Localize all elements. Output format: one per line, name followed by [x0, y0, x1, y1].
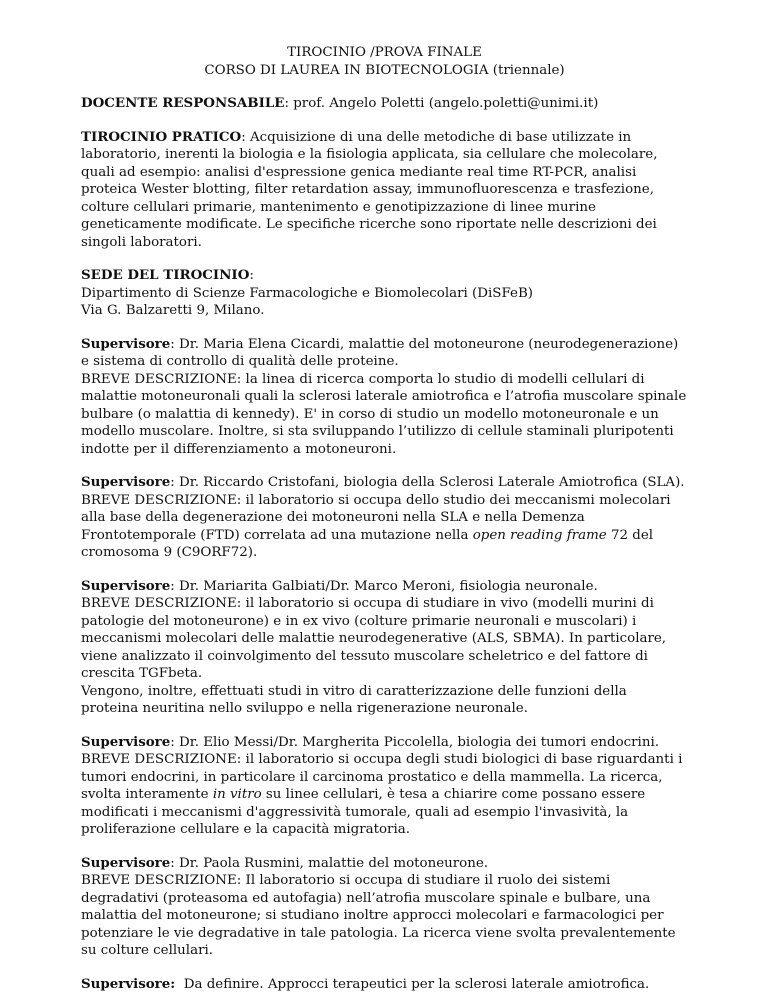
supervisor-galbiati-meroni	[81, 578, 688, 718]
supervisor-description: BREVE DESCRIZIONE: la linea di ricerca comporta lo studio di modelli cellulari di malattie motoneuronali quali la sclerosi laterale amiotrofica e l’atrofia muscolare spinale bulbare (o malattia di kennedy). E' in corso di studio un modello motoneuronale e un modello muscolare. Inoltre, si sta sviluppando l’utilizzo di cellule staminali pluripotenti indotte per il differenziamento a motoneuroni.	[81, 371, 687, 457]
supervisor-da-definire	[81, 976, 688, 994]
supervisor-description: BREVE DESCRIZIONE: il laboratorio si occupa dello studio dei meccanismi molecolari alla base della degenerazione dei motoneuroni nella SLA e nella Demenza Frontotemporale (FTD) correlata ad una mutazione nella	[81, 492, 671, 543]
tirocinio-label: TIROCINIO PRATICO	[81, 128, 242, 145]
supervisor-heading: : Dr. Paola Rusmini, malattie del motoneurone.	[170, 855, 489, 871]
supervisor-rusmini	[81, 855, 688, 960]
supervisor-description-italic: open reading frame	[472, 527, 607, 543]
docente-paragraph	[81, 95, 688, 113]
supervisor-cicardi	[81, 336, 688, 459]
supervisor-cristofani	[81, 474, 688, 562]
supervisor-label: Supervisore	[81, 733, 171, 750]
supervisor-heading: : Dr. Mariarita Galbiati/Dr. Marco Meroni, fisiologia neuronale.	[170, 578, 598, 594]
supervisor-label: Supervisore	[81, 335, 171, 352]
sede-paragraph	[81, 267, 688, 320]
supervisor-heading: Da definire. Approcci terapeutici per la sclerosi laterale amiotrofica.	[175, 976, 650, 992]
header-line-2: CORSO DI LAUREA IN BIOTECNOLOGIA (triennale)	[204, 62, 565, 78]
docente-value: : prof. Angelo Poletti (angelo.poletti@unimi.it)	[284, 96, 599, 111]
supervisor-label: Supervisore:	[81, 975, 176, 992]
header-line-1: TIROCINIO /PROVA FINALE	[287, 45, 482, 60]
supervisor-description: BREVE DESCRIZIONE: il laboratorio si occupa degli studi biologici di base riguardanti i tumori endocrini, in particolare il carcinoma prostatico e della mammella. La ricerca, svolta interamente	[81, 752, 683, 802]
sede-line-2: Via G. Balzaretti 9, Milano.	[81, 303, 265, 318]
supervisor-label: Supervisore	[81, 577, 171, 594]
supervisor-description-italic: in vitro	[212, 787, 262, 802]
sede-label: SEDE DEL TIROCINIO	[81, 267, 250, 283]
supervisor-heading: : Dr. Elio Messi/Dr. Margherita Piccolella, biologia dei tumori endocrini.	[170, 734, 659, 750]
docente-label: DOCENTE RESPONSABILE	[81, 95, 285, 111]
sede-line-1: Dipartimento di Scienze Farmacologiche e Biomolecolari (DiSFeB)	[81, 285, 534, 301]
document-header	[81, 44, 688, 79]
supervisor-messi-piccolella	[81, 734, 688, 839]
supervisor-description-end: su linee cellulari, è tesa a chiarire come possano essere modificati i meccanismi d'aggressività tumorale, quali ad esempio l'invasività, la proliferazione cellulare e la capacità migratoria.	[81, 787, 646, 837]
supervisor-heading: : Dr. Maria Elena Cicardi, malattie del motoneurone (neurodegenerazione) e sistema di controllo di qualità delle proteine.	[81, 336, 679, 369]
tirocinio-paragraph	[81, 129, 688, 252]
supervisor-heading: : Dr. Riccardo Cristofani, biologia della Sclerosi Laterale Amiotrofica (SLA).	[170, 475, 685, 490]
supervisor-description: BREVE DESCRIZIONE: Il laboratorio si occupa di studiare il ruolo dei sistemi degradativi (proteasoma ed autofagia) nell’atrofia muscolare spinale e bulbare, una malattia del motoneurone; si studiano inoltre approcci molecolari e farmacologici per potenziare le vie degradative in tale patologia. La ricerca viene svolta prevalentemente su colture cellulari.	[81, 873, 676, 958]
tirocinio-text: : Acquisizione di una delle metodiche di base utilizzate in laboratorio, inerenti la biologia e la fisiologia applicata, sia cellulare che molecolare, quali ad esempio: analisi d'espressione genica mediante real time RT-PCR, analisi proteica Wester blotting, filter retardation assay, immunofluorescenza e trasfezione, colture cellulari primarie, mantenimento e genotipizzazione di linee murine geneticamente modificate. Le specifiche ricerche sono riportate nelle descrizioni dei singoli laboratori.	[81, 129, 658, 250]
supervisor-description-end: 72 del cromosoma 9 (C9ORF72).	[81, 527, 654, 560]
supervisor-description: BREVE DESCRIZIONE: il laboratorio si occupa di studiare in vivo (modelli murini di patologie del motoneurone) e in ex vivo (colture primarie neuronali e muscolari) i meccanismi molecolari delle malattie neurodegenerative (ALS, SBMA). In particolare, viene analizzato il coinvolgimento del tessuto muscolare scheletrico e del fattore di crescita TGFbeta.	[81, 596, 667, 681]
supervisor-label: Supervisore	[81, 474, 171, 490]
supervisor-description-2: Vengono, inoltre, effettuati studi in vitro di caratterizzazione delle funzioni della proteina neuritina nello sviluppo e nella rigenerazione neuronale.	[81, 683, 627, 716]
sede-colon: :	[249, 268, 254, 283]
supervisor-label: Supervisore	[81, 854, 171, 871]
